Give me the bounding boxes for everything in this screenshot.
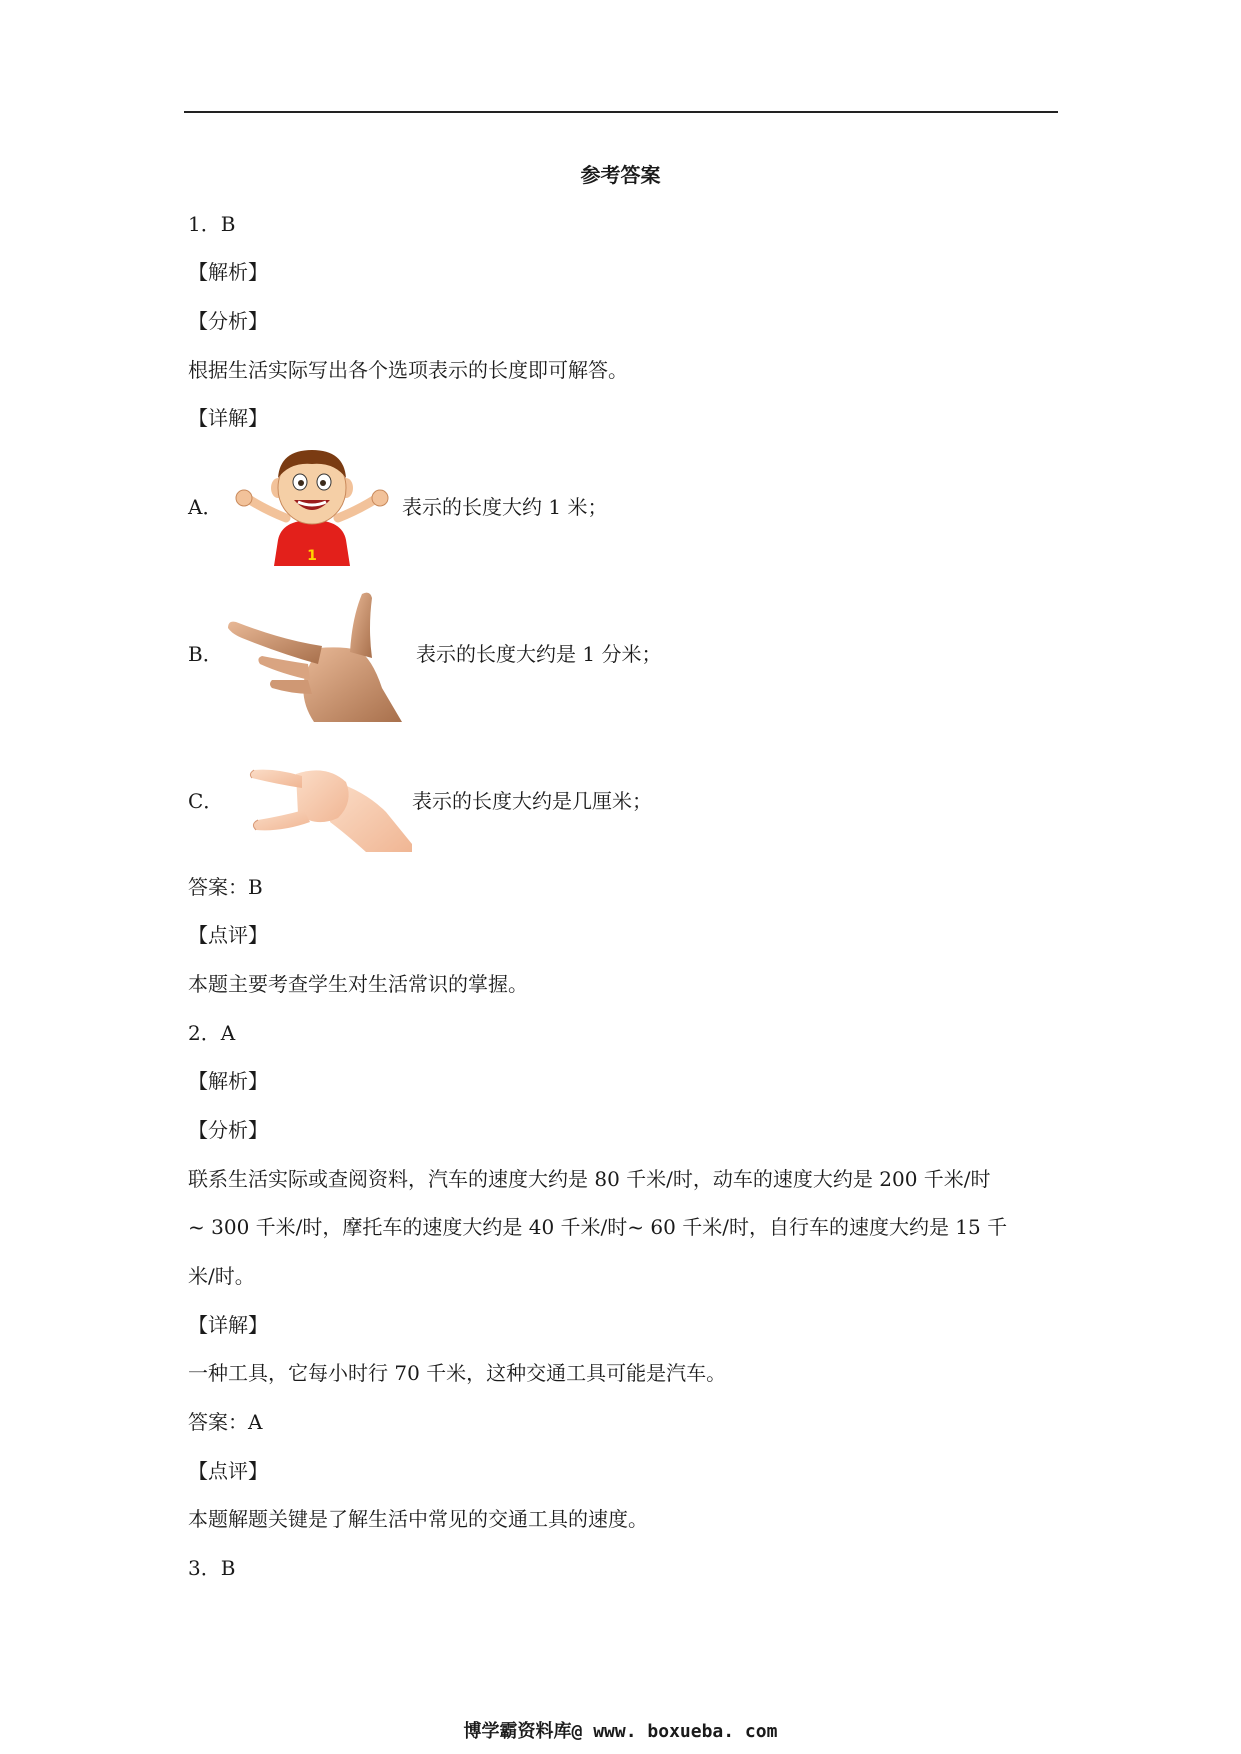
q2-detail-text: 一种工具，它每小时行 70 千米，这种交通工具可能是汽车。 — [188, 1361, 727, 1385]
q1-option-a-label: A． — [188, 495, 223, 519]
q2-analysis-line-1: 联系生活实际或查阅资料，汽车的速度大约是 80 千米/时，动车的速度大约是 200 千米/时 — [188, 1167, 991, 1191]
q1-option-c-label: C． — [188, 789, 224, 813]
q1-option-b-text: 表示的长度大约是 1 分米； — [416, 642, 662, 666]
q2-comment-text: 本题解题关键是了解生活中常见的交通工具的速度。 — [188, 1507, 648, 1531]
boy-arms-spread-image — [228, 448, 396, 566]
q1-option-a-text: 表示的长度大约 1 米； — [402, 495, 608, 519]
hand-span-decimeter-image — [222, 588, 418, 722]
footer-watermark: 博学霸资料库@ www. boxueba. com — [463, 1721, 778, 1742]
q1-xiangjie-heading: 【详解】 — [188, 406, 268, 430]
q1-option-b-label: B． — [188, 642, 223, 666]
q2-dianping-heading: 【点评】 — [188, 1459, 268, 1483]
q1-answer-line: 1．B — [188, 212, 236, 236]
q1-jiexi-heading: 【解析】 — [188, 260, 268, 284]
q1-fenxi-heading: 【分析】 — [188, 309, 268, 333]
q2-fenxi-heading: 【分析】 — [188, 1118, 268, 1142]
q1-answer: 答案：B — [188, 875, 263, 899]
finger-pinch-centimeter-image — [246, 752, 412, 852]
q2-analysis-line-2: ~ 300 千米/时，摩托车的速度大约是 40 千米/时~ 60 千米/时，自行车的速度大约是 15 千 — [188, 1215, 1008, 1239]
svg-text:1: 1 — [307, 548, 317, 564]
q1-comment-text: 本题主要考查学生对生活常识的掌握。 — [188, 972, 528, 996]
q2-xiangjie-heading: 【详解】 — [188, 1313, 268, 1337]
q2-answer-line: 2．A — [188, 1021, 236, 1045]
q2-analysis-line-3: 米/时。 — [188, 1264, 255, 1288]
q1-analysis-text: 根据生活实际写出各个选项表示的长度即可解答。 — [188, 358, 628, 382]
q1-dianping-heading: 【点评】 — [188, 923, 268, 947]
q3-answer-line: 3．B — [188, 1556, 236, 1580]
header-rule — [184, 111, 1058, 113]
page-title: 参考答案 — [580, 163, 661, 187]
q2-jiexi-heading: 【解析】 — [188, 1069, 268, 1093]
q2-answer: 答案：A — [188, 1410, 263, 1434]
q1-option-c-text: 表示的长度大约是几厘米； — [412, 789, 652, 813]
